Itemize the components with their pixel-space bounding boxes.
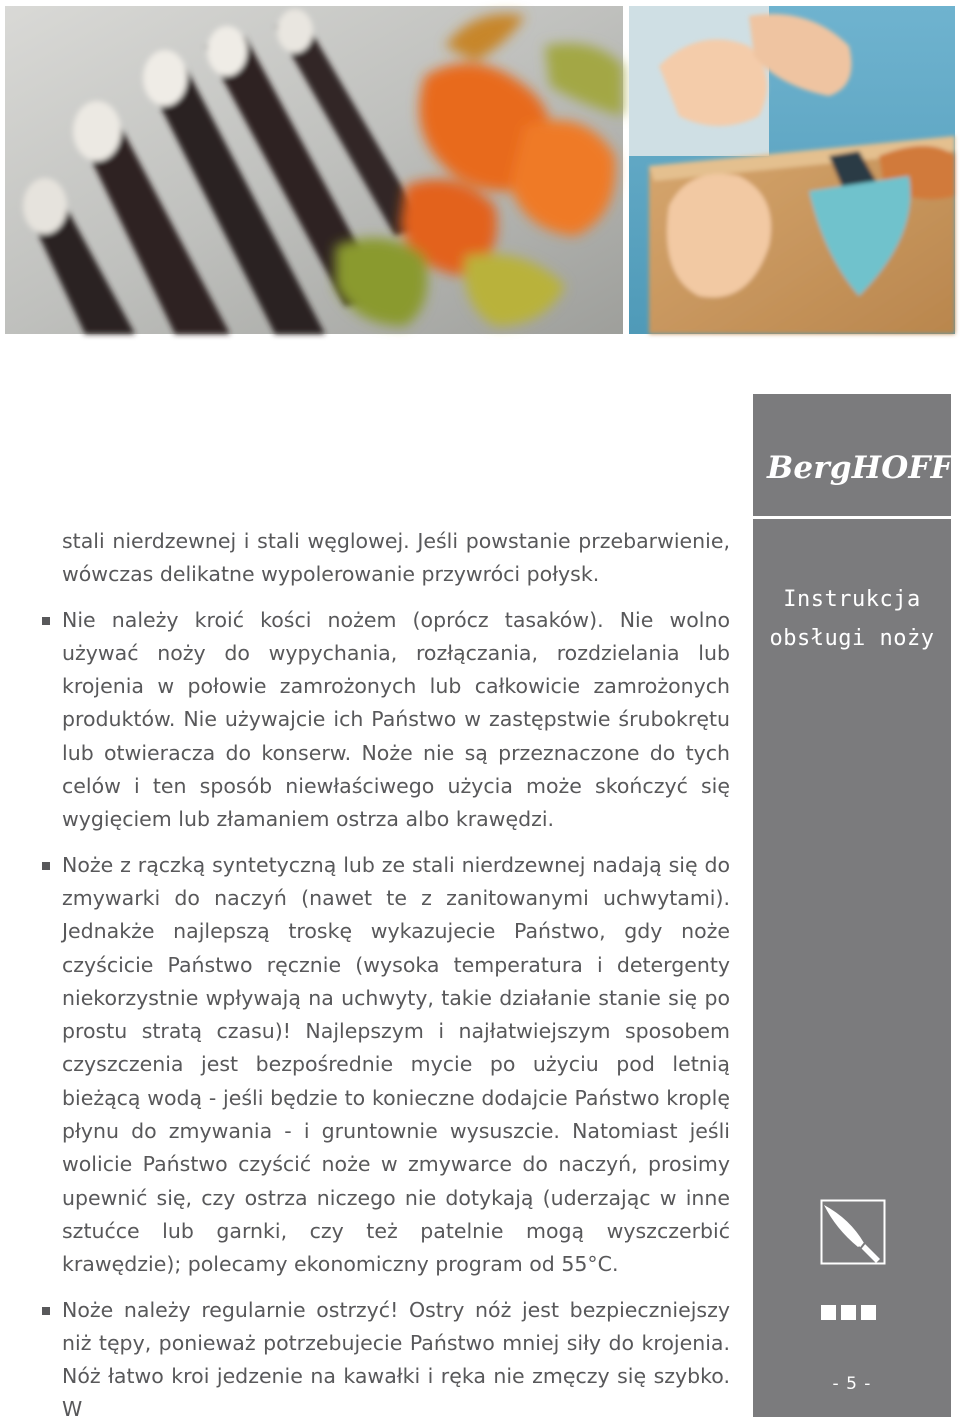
brand-logo <box>767 450 962 486</box>
bullet-square-icon <box>42 862 50 870</box>
intro-paragraph: stali nierdzewnej i stali węglowej. Jeśli powstanie przebarwienie, wówczas delikatne wypolerowanie przywróci połysk. <box>62 529 730 587</box>
bullet-square-icon <box>42 1307 50 1315</box>
bullet-square-icon <box>42 617 50 625</box>
knife-block-photo <box>5 6 623 334</box>
list-item <box>62 604 730 837</box>
knife-icon <box>820 1199 886 1265</box>
brand-box <box>753 394 962 519</box>
sidebar-title-line-1: Instrukcja <box>783 587 921 612</box>
sidebar-title-line-2: obsługi noży <box>769 626 935 651</box>
page-number: - 5 - <box>832 1374 872 1394</box>
body-text <box>62 525 730 1427</box>
list-item-text: Nie należy kroić kości nożem (oprócz tasaków). Nie wolno używać noży do wypychania, rozłączania, rozdzielania lub krojenia w połowie zamrożonych lub całkowicie zamrożonych produktów. Nie używajcie ich Państwo w zastępstwie śrubokrętu lub otwieracza do konserw. Noże nie są przeznaczone do tych celów i ten sposób niewłaściwego użycia może skończyć się wygięciem lub złamaniem ostrza albo krawędzi. <box>62 607 730 832</box>
list-item <box>62 1294 730 1427</box>
sidebar-title <box>753 580 951 658</box>
square-1 <box>821 1305 836 1320</box>
sidebar <box>753 394 962 1417</box>
square-2 <box>841 1305 856 1320</box>
list-item-text: Noże z rączką syntetyczną lub ze stali nierdzewnej nadają się do zmywarki do naczyń (nawet te z zanitowanymi uchwytami). Jednakże najlepszą troskę wykazujecie Państwo, gdy noże czyścicie Państwo ręcznie (wysoka temperatura i detergenty niekorzystnie wpływają na uchwyty, takie działanie stanie się po prostu stratą czasu)! Najlepszym i najłatwiejszym sposobem czyszczenia jest bezpośrednie mycie po użyciu pod letnią bieżącą wodą - jeśli będzie to konieczne dodajcie Państwo kroplę płynu do zmywania - i gruntownie wysuszcie. Natomiast jeśli wolicie Państwo czyścić noże w zmywarce do naczyń, prosimy upewnić się, czy ostrza niczego nie dotykają (uderzając w inne sztućce lub garnki, czy też patelnie mogą wyszczerbić krawędzie); polecamy ekonomiczny program od 55°C. <box>62 852 730 1277</box>
cutting-board-photo <box>629 6 955 334</box>
brand-name: BergHOFF <box>767 450 953 486</box>
registered-mark: ® <box>952 448 962 458</box>
decorative-squares <box>821 1305 881 1321</box>
square-3 <box>861 1305 876 1320</box>
list-item <box>62 849 730 1282</box>
list-item-text: Noże należy regularnie ostrzyć! Ostry nóż jest bezpieczniejszy niż tępy, ponieważ potrzebujecie Państwo mniej siły do krojenia. Nóż łatwo kroi jedzenie na kawałki i ręka nie zmęczy się szybko. W <box>62 1297 730 1422</box>
